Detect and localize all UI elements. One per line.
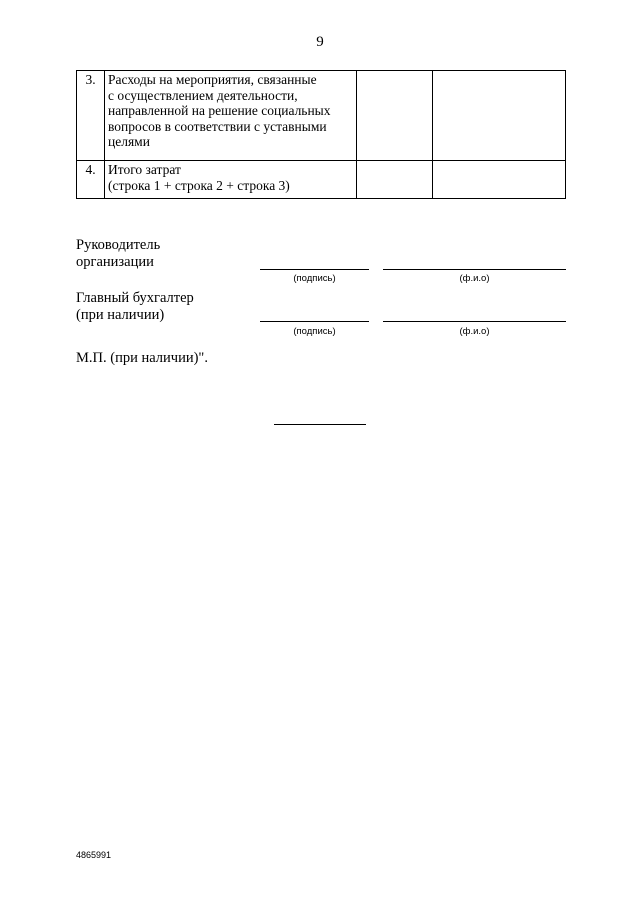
name-line (383, 321, 566, 322)
empty-cell (433, 71, 566, 161)
signatory-title-accountant: Главный бухгалтер (при наличии) (76, 290, 194, 323)
table-row (77, 161, 566, 199)
end-rule (274, 424, 366, 425)
stamp-note: М.П. (при наличии)". (76, 350, 208, 366)
row-number: 3. (77, 71, 105, 161)
row-name: Расходы на мероприятия, связанные с осуществлением деятельности, направленной на решение социальных вопросов в соответствии с уставными целями (105, 71, 357, 161)
signature-line (260, 321, 369, 322)
empty-cell (357, 161, 433, 199)
empty-cell (433, 161, 566, 199)
signature-caption: (подпись) (293, 326, 336, 337)
empty-cell (357, 71, 433, 161)
table-row (77, 71, 566, 161)
name-caption: (ф.и.о) (459, 273, 490, 284)
expenses-table (76, 70, 566, 199)
document-code: 4865991 (76, 850, 112, 860)
signature-caption: (подпись) (293, 273, 336, 284)
signature-line (260, 269, 369, 270)
signatory-title-head: Руководитель организации (76, 237, 161, 270)
page-number: 9 (316, 34, 324, 50)
name-caption: (ф.и.о) (459, 326, 490, 337)
name-line (383, 269, 566, 270)
row-name: Итого затрат (строка 1 + строка 2 + строка 3) (105, 161, 357, 199)
row-number: 4. (77, 161, 105, 199)
